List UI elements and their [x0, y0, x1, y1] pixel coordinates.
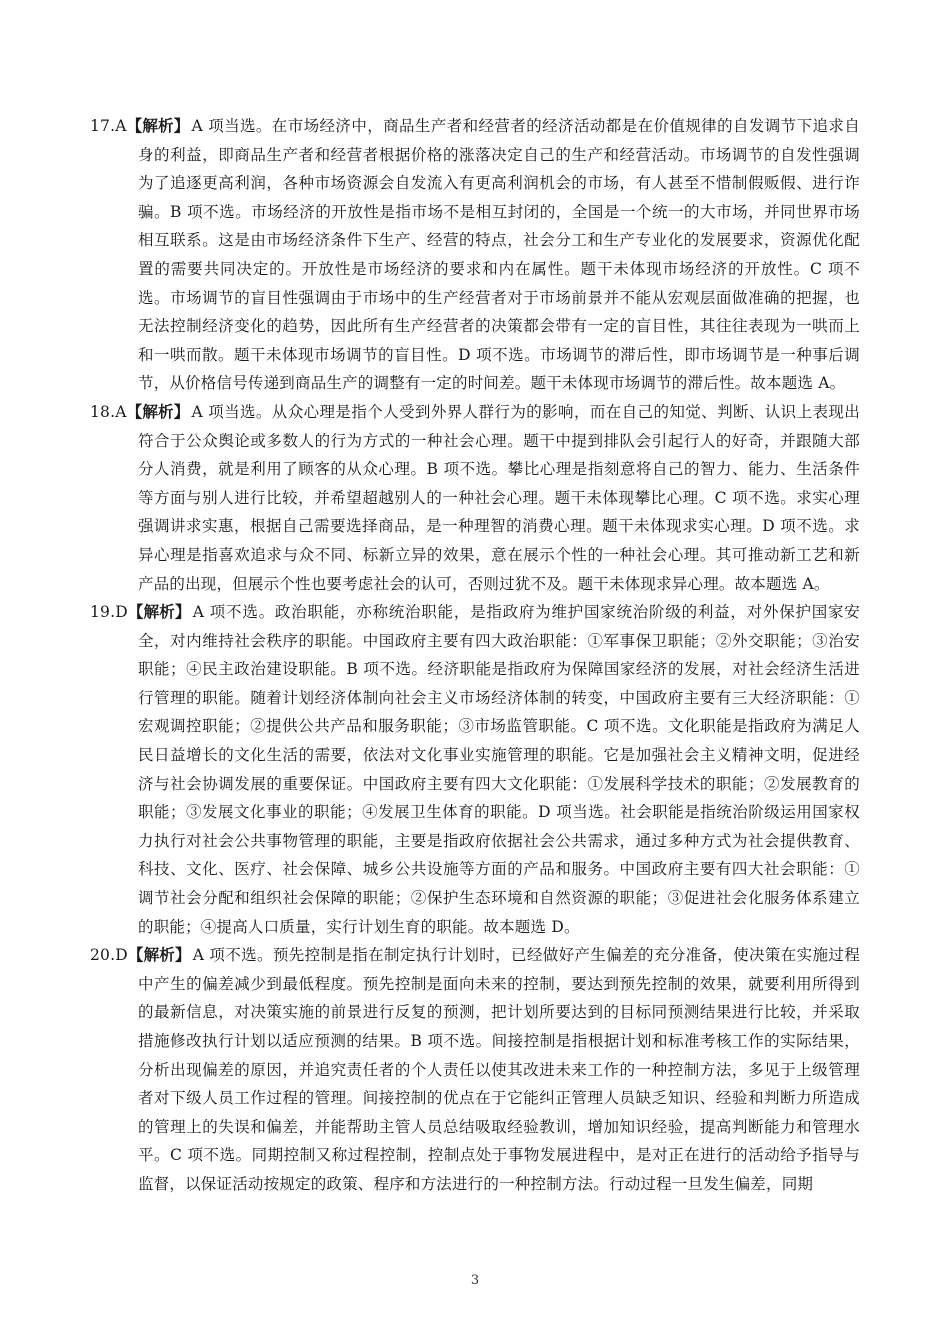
analysis-tag: 【解析】 [126, 116, 190, 135]
explanation-text: A 项不选。预先控制是指在制定执行计划时，已经做好产生偏差的充分准备，使决策在实施过程中产生的偏差减少到最低程度。预先控制是面向未来的控制，要达到预先控制的效果，就要利用所得到的最新信息，对决策实施的前景进行反复的预测，把计划所要达到的目标同预测结果进行比较，并采取措施修改执行计划以适应预测的结果。B 项不选。间接控制是指根据计划和标准考核工作的实际结果，分析出现偏差的原因，并追究责任者的个人责任以使其改进未来工作的一种控制方法，多见于上级管理者对下级人员工作过程的管理。间接控制的优点在于它能纠正管理人员缺乏知识、经验和判断力所造成的管理上的失误和偏差，并能帮助主管人员总结吸取经验教训，增加知识经验，提高判断能力和管理水平。C 项不选。同期控制又称过程控制，控制点处于事物发展进程中，是对正在进行的活动给予指导与监督，以保证活动按规定的政策、程序和方法进行的一种控制方法。行动过程一旦发生偏差，同期 [138, 946, 860, 1193]
page-number: 3 [470, 1273, 480, 1288]
explanation-text: A 项当选。在市场经济中，商品生产者和经营者的经济活动都是在价值规律的自发调节下追求自身的利益，即商品生产者和经营者根据价格的涨落决定自己的生产和经营活动。市场调节的自发性强调为了追逐更高利润，各种市场资源会自发流入有更高利润机会的市场，有人甚至不惜制假贩假、进行诈骗。B 项不选。市场经济的开放性是指市场不是相互封闭的，全国是一个统一的大市场，并同世界市场相互联系。这是由市场经济条件下生产、经营的特点，社会分工和生产专业化的发展要求，资源优化配置的需要共同决定的。开放性是市场经济的要求和内在属性。题干未体现市场经济的开放性。C 项不选。市场调节的盲目性强调由于市场中的生产经营者对于市场前景并不能从宏观层面做准确的把握，也无法控制经济变化的趋势，因此所有生产经营者的决策都会带有一定的盲目性，其往往表现为一哄而上和一哄而散。题干未体现市场调节的盲目性。D 项不选。市场调节的滞后性，即市场调节是一种事后调节，从价格信号传递到商品生产的调整有一定的时间差。题干未体现市场调节的滞后性。故本题选 A。 [138, 117, 860, 393]
question-number: 20.D【解析】 [90, 945, 191, 965]
explanation-item-19 [90, 598, 860, 941]
explanation-item-18 [90, 398, 860, 598]
explanation-item-17 [90, 112, 860, 398]
explanation-item-20 [90, 941, 860, 1198]
answer-explanations [90, 112, 860, 1199]
analysis-tag: 【解析】 [127, 945, 191, 965]
analysis-tag: 【解析】 [127, 602, 191, 622]
explanation-text: A 项不选。政治职能，亦称统治职能，是指政府为维护国家统治阶级的利益，对外保护国家安全，对内维持社会秩序的职能。中国政府主要有四大政治职能：①军事保卫职能；②外交职能；③治安职能；④民主政治建设职能。B 项不选。经济职能是指政府为保障国家经济的发展，对社会经济生活进行管理的职能。随着计划经济体制向社会主义市场经济体制的转变，中国政府主要有三大经济职能：①宏观调控职能；②提供公共产品和服务职能；③市场监管职能。C 项不选。文化职能是指政府为满足人民日益增长的文化生活的需要，依法对文化事业实施管理的职能。它是加强社会主义精神文明，促进经济与社会协调发展的重要保证。中国政府主要有四大文化职能：①发展科学技术的职能；②发展教育的职能；③发展文化事业的职能；④发展卫生体育的职能。D 项当选。社会职能是指统治阶级运用国家权力执行对社会公共事物管理的职能，主要是指政府依据社会公共需求，通过多种方式为社会提供教育、科技、文化、医疗、社会保障、城乡公共设施等方面的产品和服务。中国政府主要有四大社会职能：①调节社会分配和组织社会保障的职能；②保护生态环境和自然资源的职能；③促进社会化服务体系建立的职能；④提高人口质量，实行计划生育的职能。故本题选 D。 [138, 603, 860, 936]
question-number: 19.D【解析】 [90, 602, 191, 622]
question-number: 17.A【解析】 [90, 116, 190, 135]
analysis-tag: 【解析】 [126, 401, 190, 421]
question-number: 18.A【解析】 [90, 401, 190, 421]
explanation-text: A 项当选。从众心理是指个人受到外界人群行为的影响，而在自己的知觉、判断、认识上表现出符合于公众舆论或多数人的行为方式的一种社会心理。题干中提到排队会引起行人的好奇，并跟随大部分人消费，就是利用了顾客的从众心理。B 项不选。攀比心理是指刻意将自己的智力、能力、生活条件等方面与别人进行比较，并希望超越别人的一种社会心理。题干未体现攀比心理。C 项不选。求实心理强调讲求实惠，根据自己需要选择商品，是一种理智的消费心理。题干未体现求实心理。D 项不选。求异心理是指喜欢追求与众不同、标新立异的效果，意在展示个性的一种社会心理。其可推动新工艺和新产品的出现，但展示个性也要考虑社会的认可，否则过犹不及。题干未体现求异心理。故本题选 A。 [138, 402, 860, 593]
